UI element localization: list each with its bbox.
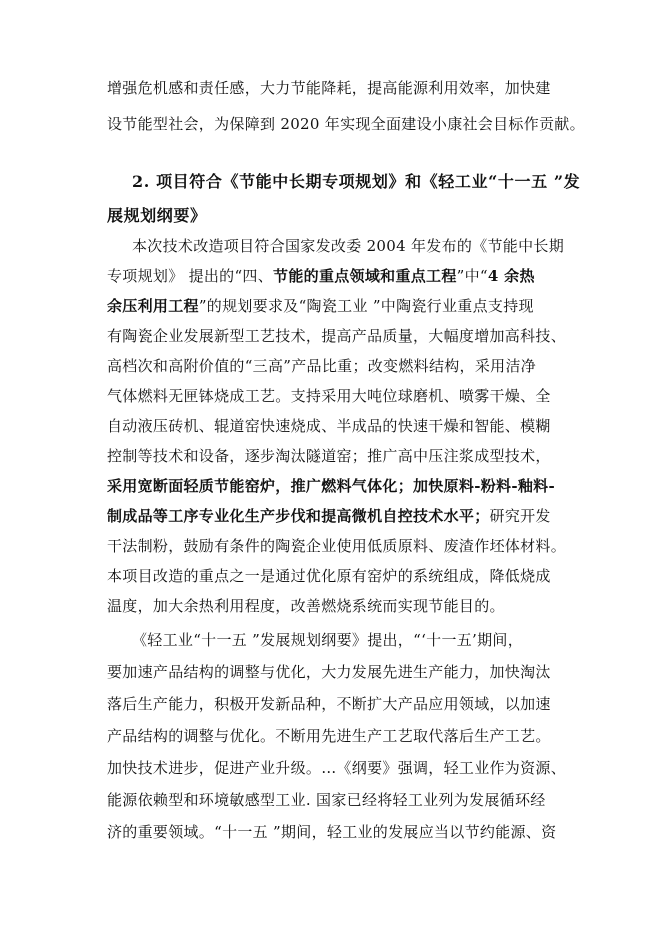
paragraph1-line-2-text: 专项规划》 提出的“四、 [107,267,274,285]
waste-heat-phrase-end: 余压利用工程 [107,297,199,315]
paragraph1-line-8: 控制等技术和设备，逐步淘汰隧道窑；推广高中压注浆成型技术， [107,447,551,465]
paragraph2-line-4: 产品结构的调整与优化。不断用先进生产工艺取代落后生产工艺。 [107,727,551,745]
paragraph1-line-6: 气体燃料无匣钵烧成工艺。支持采用大吨位球磨机、喷雾干燥、全 [107,387,551,405]
intro-line-1: 增强危机感和责任感，大力节能降耗，提高能源利用效率，加快建 [107,79,551,97]
section-heading-line-2: 展规划纲要》 [107,206,207,225]
automation-phrase: 制成品等工序专业化生产步伐和提高微机自控技术水平； [107,507,490,525]
key-areas-phrase: 节能的重点领域和重点工程 [273,267,457,285]
paragraph1-line-5: 高档次和高附价值的“三高”产品比重；改变燃料结构，采用洁净 [107,357,537,375]
paragraph2-line-7: 济的重要领域。“十一五 ”期间，轻工业的发展应当以节约能源、资 [107,823,557,841]
paragraph1-line-2 [107,266,535,286]
paragraph1-line-3-text: ”的规划要求及“陶瓷工业 ”中陶瓷行业重点支持现 [198,297,534,315]
paragraph1-line-2-quote: ”中“ [456,267,488,285]
waste-heat-phrase-start: 4 余热 [487,267,535,285]
paragraph1-line-4: 有陶瓷企业发展新型工艺技术，提高产品质量，大幅度增加高科技、 [107,327,567,345]
paragraph2-line-3: 落后生产能力，积极开发新品种，不断扩大产品应用领域，以加速 [107,695,551,713]
paragraph1-line-10-text: 研究开发 [489,507,551,525]
paragraph1-line-1: 本次技术改造项目符合国家发改委 2004 年发布的《节能中长期 [132,237,565,255]
paragraph2-line-2: 要加速产品结构的调整与优化，大力发展先进生产能力，加快淘汰 [107,663,551,681]
paragraph2-line-1: 《轻工业“十一五 ”发展规划纲要》提出，“‘十一五’期间， [132,631,524,649]
paragraph1-line-3 [107,296,534,316]
section-heading-line-1: 2. 项目符合《节能中长期专项规划》和《轻工业“十一五 ”发 [132,172,581,191]
intro-line-2: 设节能型社会，为保障到 2020 年实现全面建设小康社会目标作贡献。 [107,115,585,133]
paragraph2-line-6: 能源依赖型和环境敏感型工业. 国家已经将轻工业列为发展循环经 [107,791,546,809]
paragraph2-line-5: 加快技术进步，促进产业升级。…《纲要》强调，轻工业作为资源、 [107,759,567,777]
paragraph1-line-12: 本项目改造的重点之一是通过优化原有窑炉的系统组成，降低烧成 [107,567,551,585]
paragraph1-line-10 [107,506,551,526]
paragraph1-line-7: 自动液压砖机、辊道窑快速烧成、半成品的快速干燥和智能、模糊 [107,417,551,435]
paragraph1-line-11: 干法制粉，鼓励有条件的陶瓷企业使用低质原料、废渣作坯体材料。 [107,537,567,555]
paragraph1-line-9: 采用宽断面轻质节能窑炉，推广燃料气体化；加快原料-粉料-釉料- [107,477,555,495]
paragraph1-line-13: 温度，加大余热利用程度，改善燃烧系统而实现节能目的。 [107,597,505,615]
